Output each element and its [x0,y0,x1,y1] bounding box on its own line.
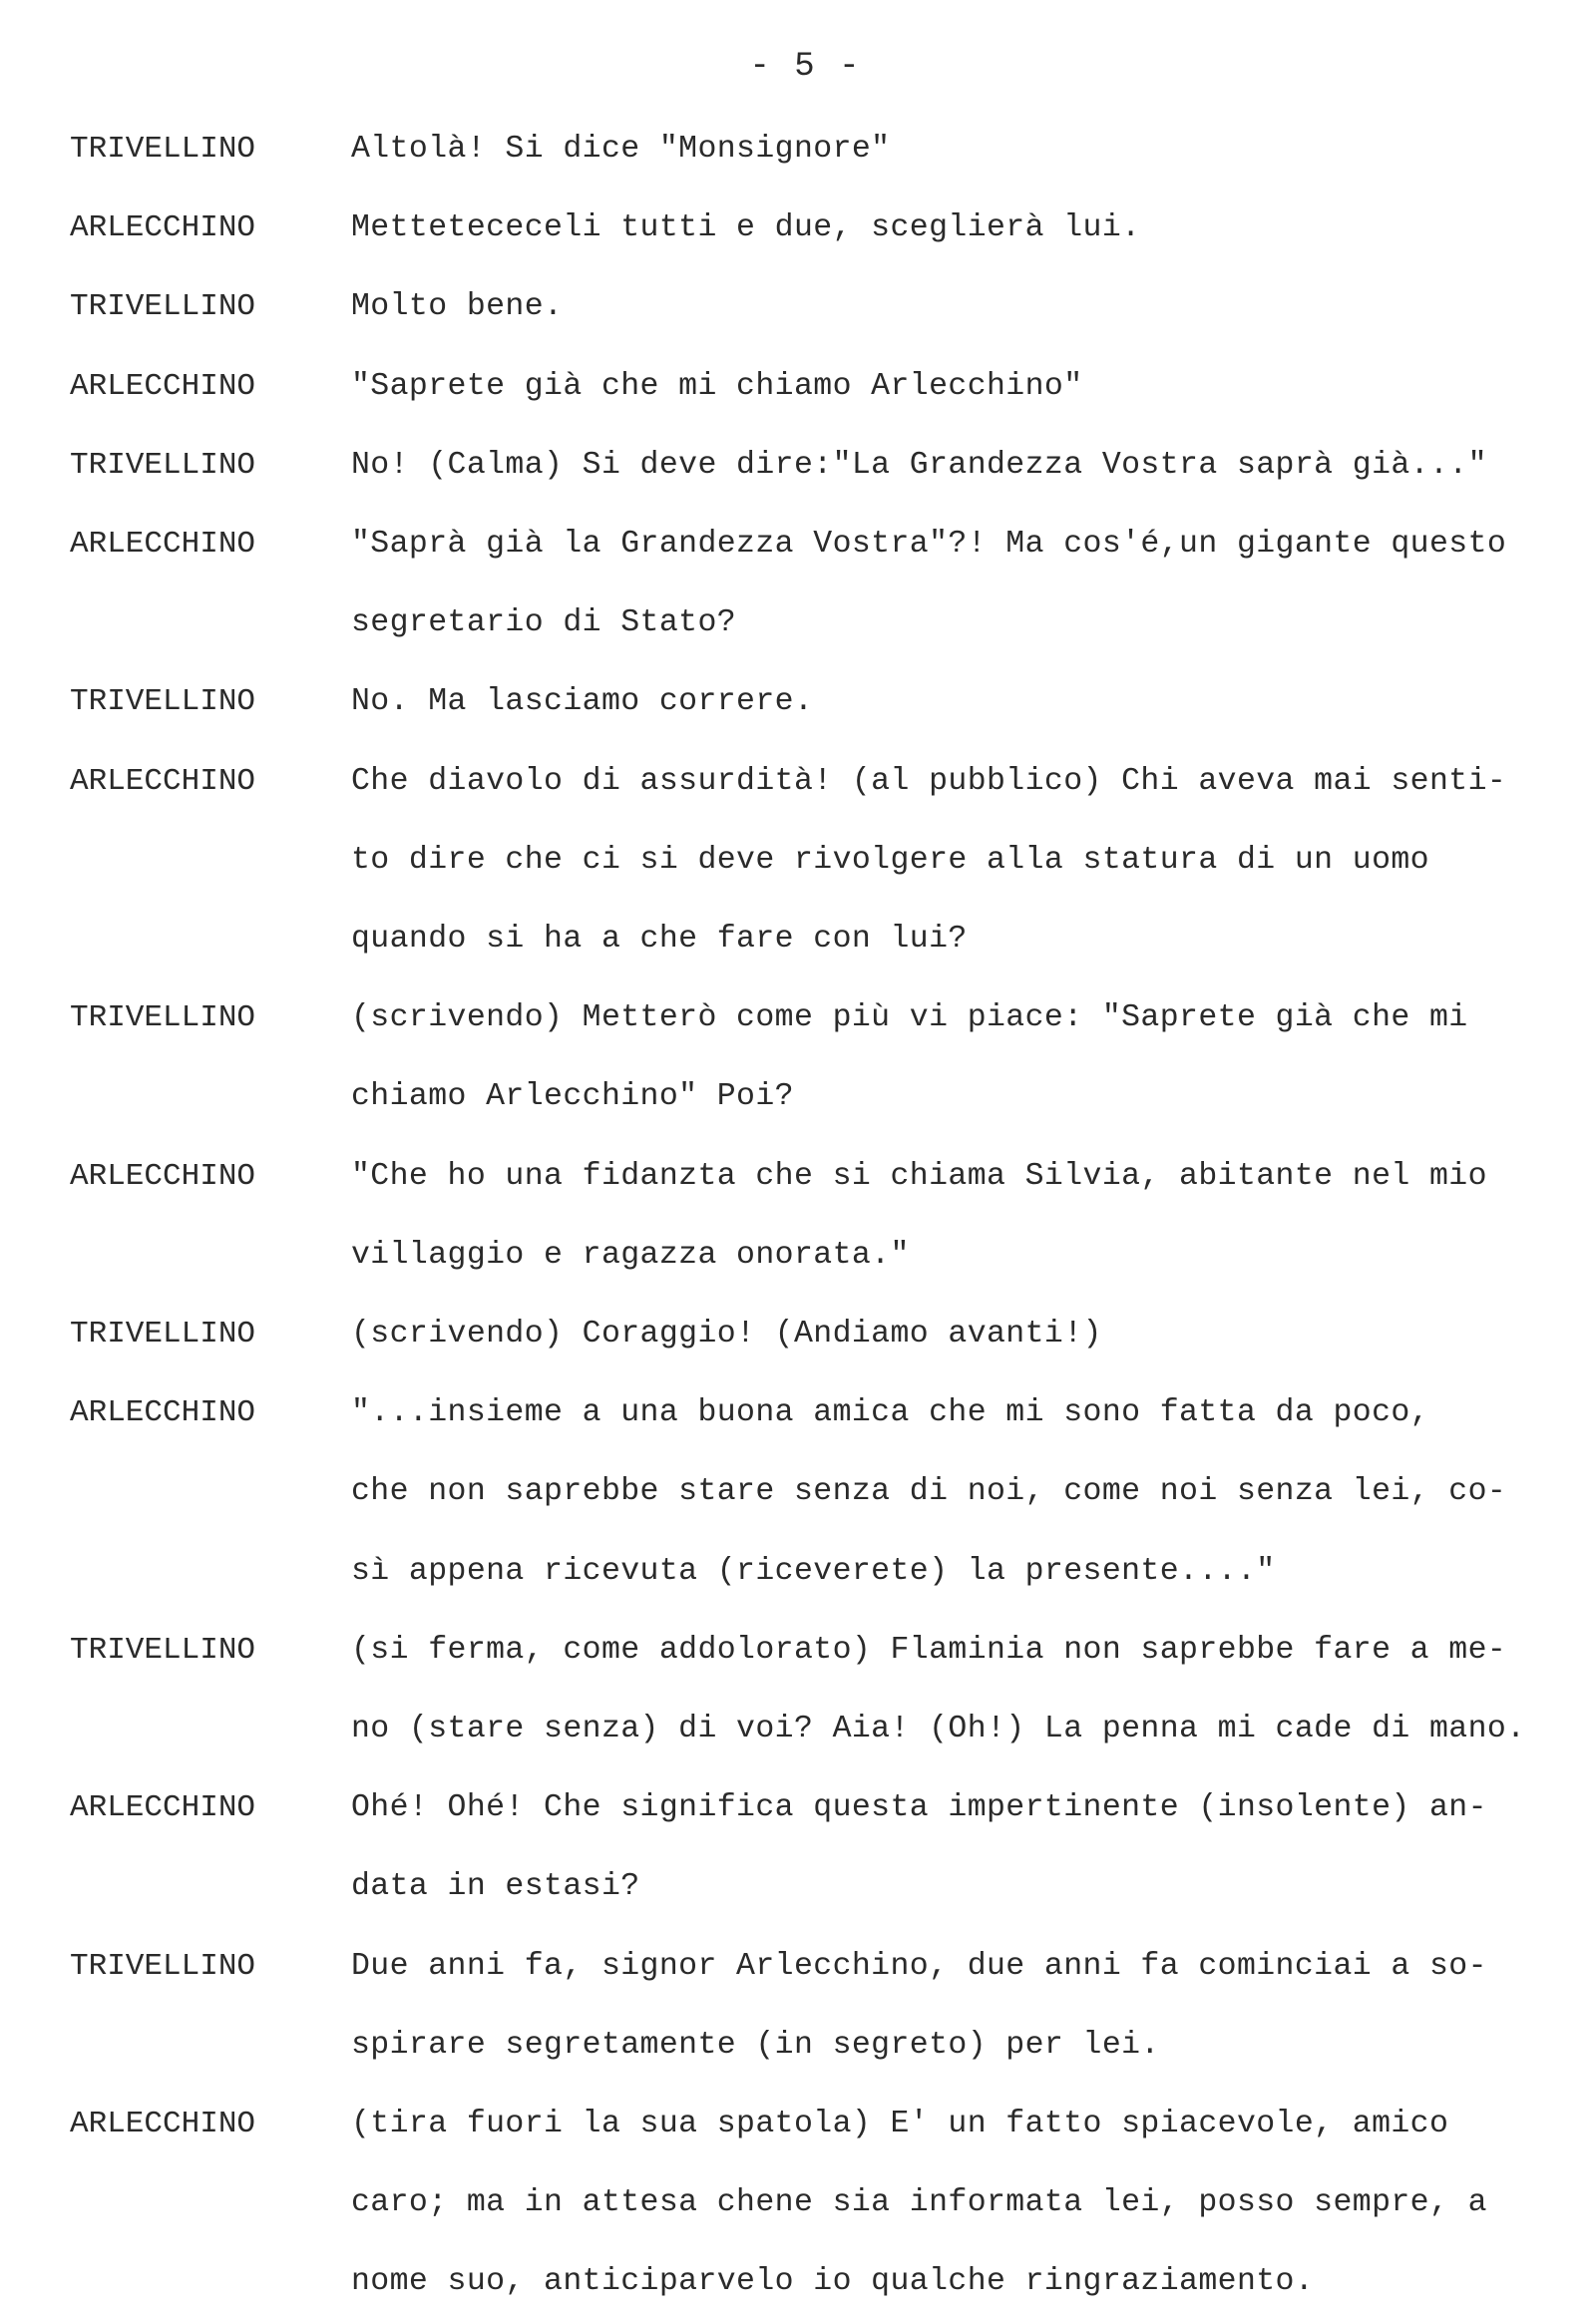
dialogue-line: "Che ho una fidanzta che si chiama Silvia, abitante nel mio [351,1158,1487,1194]
dialogue-line: sì appena ricevuta (riceverete) la presente...." [351,1553,1276,1589]
speaker-name: ARLECCHINO [70,1790,256,1826]
dialogue-line: caro; ma in attesa chene sia informata lei, posso sempre, a [351,2185,1487,2221]
dialogue-text [351,1137,1586,1295]
dialogue-text [351,1373,1586,1611]
dialogue-entry [70,2085,1586,2322]
dialogue-text [351,1927,1586,2085]
dialogue-entry [70,189,1586,267]
dialogue-text [351,742,1586,979]
dialogue-line: No! (Calma) Si deve dire:"La Grandezza Vostra saprà già..." [351,447,1487,483]
dialogue-line: Molto bene. [351,289,564,325]
dialogue-line: Due anni fa, signor Arlecchino, due anni fa cominciai a so- [351,1948,1487,1984]
dialogue-entry [70,1611,1586,1768]
dialogue-line: quando si ha a che fare con lui? [351,922,968,958]
dialogue-entry [70,1768,1586,1926]
dialogue-entry [70,1927,1586,2085]
dialogue-line: (si ferma, come addolorato) Flaminia non saprebbe fare a me- [351,1632,1507,1668]
dialogue-line: "Saprà già la Grandezza Vostra"?! Ma cos'é,un gigante questo [351,527,1507,563]
dialogue-entry [70,110,1586,189]
script-dialogue [70,110,1586,2322]
dialogue-line: to dire che ci si deve rivolgere alla statura di un uomo [351,842,1429,878]
speaker-name: ARLECCHINO [70,763,256,799]
dialogue-line: (scrivendo) Coraggio! (Andiamo avanti!) [351,1317,1102,1353]
dialogue-text [351,1295,1586,1373]
dialogue-text [351,110,1586,189]
dialogue-line: no (stare senza) di voi? Aia! (Oh!) La penna mi cade di mano. [351,1712,1526,1747]
dialogue-line: Ohé! Ohé! Che significa questa impertinente (insolente) an- [351,1790,1487,1826]
speaker-name: TRIVELLINO [70,1317,256,1353]
dialogue-line: nome suo, anticiparvelo io qualche ringraziamento. [351,2264,1315,2300]
dialogue-text [351,2085,1586,2322]
speaker-name: TRIVELLINO [70,684,256,720]
dialogue-entry [70,426,1586,505]
dialogue-entry [70,267,1586,346]
dialogue-line: (tira fuori la sua spatola) E' un fatto spiacevole, amico [351,2107,1449,2142]
dialogue-line: che non saprebbe stare senza di noi, come noi senza lei, co- [351,1474,1507,1510]
speaker-name: TRIVELLINO [70,1000,256,1036]
dialogue-line: Mettetececeli tutti e due, sceglierà lui. [351,210,1141,246]
speaker-name: TRIVELLINO [70,289,256,325]
dialogue-text [351,347,1586,426]
speaker-name: ARLECCHINO [70,2107,256,2142]
dialogue-line: data in estasi? [351,1869,640,1905]
dialogue-text [351,662,1586,741]
dialogue-text [351,426,1586,505]
dialogue-entry [70,978,1586,1136]
dialogue-entry [70,662,1586,741]
dialogue-entry [70,347,1586,426]
dialogue-line: Che diavolo di assurdità! (al pubblico) Chi aveva mai senti- [351,763,1507,799]
speaker-name: ARLECCHINO [70,1158,256,1194]
dialogue-line: chiamo Arlecchino" Poi? [351,1079,794,1115]
dialogue-line: villaggio e ragazza onorata." [351,1237,910,1273]
speaker-name: ARLECCHINO [70,527,256,563]
speaker-name: ARLECCHINO [70,1395,256,1431]
dialogue-entry [70,505,1586,662]
speaker-name: ARLECCHINO [70,368,256,404]
dialogue-entry [70,1295,1586,1373]
dialogue-entry [70,742,1586,979]
dialogue-line: "Saprete già che mi chiamo Arlecchino" [351,368,1083,404]
speaker-name: TRIVELLINO [70,1948,256,1984]
dialogue-line: Altolà! Si dice "Monsignore" [351,132,891,167]
speaker-name: ARLECCHINO [70,210,256,246]
dialogue-line: No. Ma lasciamo correre. [351,684,814,720]
speaker-name: TRIVELLINO [70,132,256,167]
dialogue-line: spirare segretamente (in segreto) per lei. [351,2027,1160,2063]
page-number: - 5 - [749,48,862,86]
dialogue-line: segretario di Stato? [351,605,737,641]
dialogue-text [351,267,1586,346]
speaker-name: TRIVELLINO [70,447,256,483]
dialogue-text [351,1768,1586,1926]
dialogue-text [351,505,1586,662]
dialogue-text [351,189,1586,267]
dialogue-text [351,1611,1586,1768]
dialogue-entry [70,1373,1586,1611]
dialogue-line: (scrivendo) Metterò come più vi piace: "Saprete già che mi [351,1000,1468,1036]
dialogue-text [351,978,1586,1136]
speaker-name: TRIVELLINO [70,1632,256,1668]
dialogue-line: "...insieme a una buona amica che mi sono fatta da poco, [351,1395,1429,1431]
dialogue-entry [70,1137,1586,1295]
